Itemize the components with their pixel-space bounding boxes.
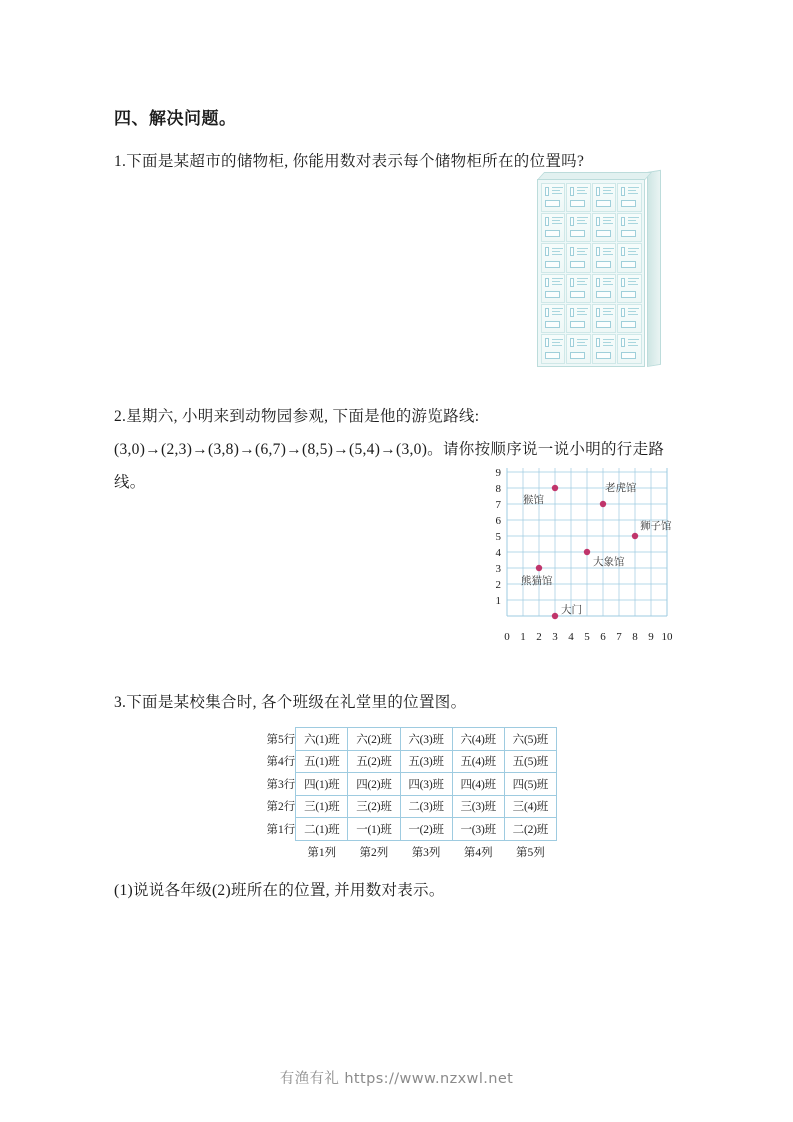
locker-label-plate [545,352,560,359]
chart-y-tick-labels [490,468,502,607]
svg-text:7: 7 [616,631,622,643]
locker-handle-icon [596,338,600,347]
svg-text:2: 2 [495,579,501,591]
svg-text:8: 8 [632,631,638,643]
table-cell: 三(2)班 [348,795,400,818]
locker-cell [617,304,642,333]
svg-text:2: 2 [536,631,542,643]
locker-vent-lines-icon [628,187,639,195]
locker-handle-icon [621,338,625,347]
locker-vent-lines-icon [552,308,563,316]
locker-handle-icon [545,217,549,226]
locker-cell [617,243,642,272]
locker-vent-lines-icon [552,339,563,347]
locker-cell [592,213,617,242]
table-row [252,818,557,841]
locker-handle-icon [545,187,549,196]
locker-vent-lines-icon [603,217,614,225]
locker-handle-icon [621,247,625,256]
question-3-text: 3.下面是某校集合时, 各个班级在礼堂里的位置图。 [114,694,467,711]
locker-cell [617,334,642,363]
locker-label-plate [545,291,560,298]
table-cell: 五(5)班 [504,750,556,773]
question-1-text: 1.下面是某超市的储物柜, 你能用数对表示每个储物柜所在的位置吗? [114,153,585,170]
locker-cell [566,274,591,303]
locker-label-plate [621,200,636,207]
locker-label-plate [596,261,611,268]
locker-vent-lines-icon [577,187,588,195]
chart-point-label: 熊猫馆 [521,576,553,587]
locker-label-plate [621,261,636,268]
locker-cell [541,274,566,303]
table-row-label: 第4行 [266,756,296,769]
locker-vent-lines-icon [552,187,563,195]
table-cell: 二(3)班 [400,795,452,818]
table-cell: 一(2)班 [400,818,452,841]
locker-label-plate [596,200,611,207]
locker-handle-icon [621,217,625,226]
svg-text:9: 9 [648,631,654,643]
svg-text:5: 5 [495,531,501,543]
locker-label-plate [545,200,560,207]
locker-cell [617,274,642,303]
locker-handle-icon [596,278,600,287]
table-cell: 四(2)班 [348,773,400,796]
locker-label-plate [621,352,636,359]
table-cell: 二(2)班 [504,818,556,841]
locker-handle-icon [596,247,600,256]
locker-vent-lines-icon [628,308,639,316]
table-column-label: 第1列 [307,846,337,859]
table-corner-spacer [252,840,296,863]
svg-text:8: 8 [495,483,501,495]
locker-cell [592,183,617,212]
table-column-label: 第2列 [359,846,389,859]
locker-cell [617,183,642,212]
locker-cell [541,243,566,272]
locker-vent-lines-icon [603,339,614,347]
table-cell: 六(3)班 [400,728,452,751]
locker-vent-lines-icon [628,248,639,256]
locker-handle-icon [570,217,574,226]
table-row-label: 第5行 [266,733,296,746]
locker-vent-lines-icon [603,308,614,316]
locker-cell [566,304,591,333]
locker-cell [541,304,566,333]
locker-cell [541,334,566,363]
locker-vent-lines-icon [552,217,563,225]
chart-point-label: 猴馆 [523,495,544,506]
table-cell: 五(4)班 [452,750,504,773]
locker-cell [541,183,566,212]
table-cell: 五(3)班 [400,750,452,773]
locker-vent-lines-icon [577,308,588,316]
chart-point-大门 [552,613,558,619]
classroom-position-table-wrap [252,727,557,863]
locker-handle-icon [545,308,549,317]
table-row [252,795,557,818]
locker-cell [566,183,591,212]
table-column-label-row [252,840,557,863]
locker-vent-lines-icon [628,278,639,286]
locker-vent-lines-icon [577,278,588,286]
chart-point-猴馆 [552,485,558,491]
chart-point-老虎馆 [600,501,606,507]
chart-point-label: 大象馆 [593,557,625,568]
table-cell: 一(1)班 [348,818,400,841]
locker-vent-lines-icon [577,248,588,256]
svg-text:3: 3 [495,563,501,575]
chart-point-label: 老虎馆 [605,483,637,494]
supermarket-locker-figure [537,172,661,367]
chart-x-tick-labels [504,631,673,643]
table-cell: 六(2)班 [348,728,400,751]
locker-cell [592,334,617,363]
locker-handle-icon [545,338,549,347]
table-cell: 三(3)班 [452,795,504,818]
locker-vent-lines-icon [577,339,588,347]
locker-label-plate [596,291,611,298]
table-row [252,728,557,751]
locker-vent-lines-icon [552,248,563,256]
footer-watermark: 有渔有礼 https://www.nzxwl.net [279,1071,514,1087]
table-cell: 四(1)班 [296,773,348,796]
svg-text:3: 3 [552,631,558,643]
locker-label-plate [621,230,636,237]
locker-vent-lines-icon [603,187,614,195]
locker-label-plate [570,291,585,298]
chart-point-label: 狮子馆 [640,521,672,532]
locker-handle-icon [545,278,549,287]
locker-cell [592,274,617,303]
locker-label-plate [545,261,560,268]
table-row [252,750,557,773]
locker-handle-icon [570,187,574,196]
section-heading: 四、解决问题。 [114,109,237,128]
table-cell: 四(3)班 [400,773,452,796]
locker-vent-lines-icon [628,339,639,347]
locker-handle-icon [621,278,625,287]
svg-text:5: 5 [584,631,590,643]
locker-handle-icon [570,278,574,287]
svg-text:4: 4 [495,547,501,559]
svg-text:6: 6 [600,631,606,643]
locker-label-plate [570,230,585,237]
zoo-coordinate-chart [484,468,680,646]
classroom-position-table [252,727,557,863]
table-cell: 四(5)班 [504,773,556,796]
svg-text:1: 1 [520,631,526,643]
locker-vent-lines-icon [552,278,563,286]
chart-point-label: 大门 [561,605,582,616]
svg-text:10: 10 [661,631,673,643]
table-cell: 二(1)班 [296,818,348,841]
locker-label-plate [545,321,560,328]
chart-gridlines [507,468,667,616]
table-cell: 三(4)班 [504,795,556,818]
locker-label-plate [545,230,560,237]
chart-data-points [521,481,672,619]
locker-label-plate [570,352,585,359]
table-row-label: 第1行 [266,823,296,836]
locker-grid [537,179,645,367]
question-2-text: 2.星期六, 小明来到动物园参观, 下面是他的游览路线:(3,0)→(2,3)→(3,8)→(6,7)→(8,5)→(5,4)→(3,0)。请你按顺序说一说小明的行走路线。 [114,408,665,491]
locker-cell [592,243,617,272]
table-cell: 五(1)班 [296,750,348,773]
locker-handle-icon [596,217,600,226]
locker-handle-icon [621,187,625,196]
chart-point-狮子馆 [632,533,638,539]
locker-vent-lines-icon [603,278,614,286]
table-row [252,773,557,796]
svg-text:4: 4 [568,631,574,643]
locker-label-plate [596,230,611,237]
locker-label-plate [596,352,611,359]
locker-handle-icon [596,308,600,317]
locker-cell [592,304,617,333]
table-cell: 六(4)班 [452,728,504,751]
table-row-label: 第2行 [266,801,296,814]
locker-cell [617,213,642,242]
table-column-label: 第5列 [516,846,545,859]
table-cell: 三(1)班 [296,795,348,818]
zoo-coordinate-svg [484,468,680,646]
locker-cell [541,213,566,242]
locker-cell [566,334,591,363]
locker-label-plate [570,261,585,268]
table-cell: 六(5)班 [504,728,556,751]
locker-handle-icon [621,308,625,317]
locker-label-plate [621,321,636,328]
svg-text:6: 6 [495,515,501,527]
locker-handle-icon [570,338,574,347]
chart-point-大象馆 [584,549,590,555]
locker-handle-icon [570,308,574,317]
table-column-label: 第3列 [411,846,441,859]
locker-cell [566,243,591,272]
locker-vent-lines-icon [628,217,639,225]
locker-label-plate [570,200,585,207]
table-column-label: 第4列 [463,846,493,859]
locker-label-plate [570,321,585,328]
locker-handle-icon [570,247,574,256]
svg-text:1: 1 [495,595,501,607]
locker-label-plate [596,321,611,328]
table-cell: 五(2)班 [348,750,400,773]
locker-handle-icon [596,187,600,196]
table-row-label: 第3行 [266,778,296,791]
table-cell: 四(4)班 [452,773,504,796]
svg-text:9: 9 [495,468,501,479]
locker-vent-lines-icon [577,217,588,225]
locker-vent-lines-icon [603,248,614,256]
table-cell: 六(1)班 [296,728,348,751]
question-3-sub-1-text: (1)说说各年级(2)班所在的位置, 并用数对表示。 [114,882,445,899]
table-cell: 一(3)班 [452,818,504,841]
svg-text:7: 7 [495,499,501,511]
locker-label-plate [621,291,636,298]
chart-point-熊猫馆 [536,565,542,571]
locker-side-panel [647,170,661,367]
locker-handle-icon [545,247,549,256]
locker-cell [566,213,591,242]
svg-text:0: 0 [504,631,510,643]
